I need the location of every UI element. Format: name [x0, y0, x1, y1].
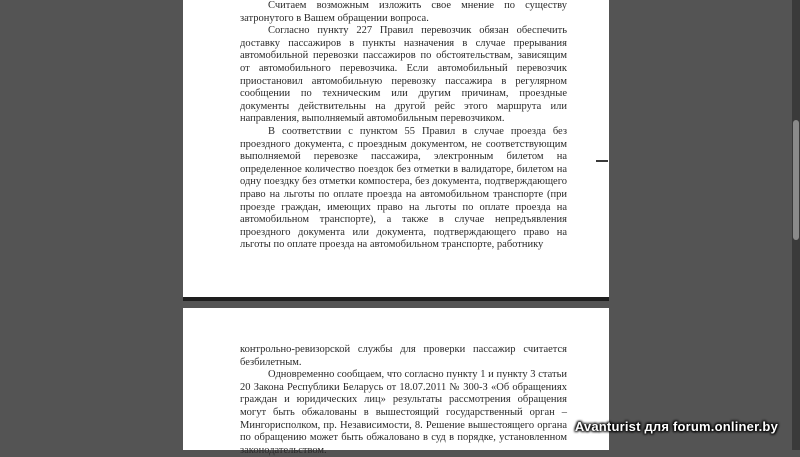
- paragraph-continuation: контрольно-ревизорской службы для проверки пассажир считается безбилетным.: [240, 344, 567, 368]
- paragraph-point-55: В соответствии с пунктом 55 Правил в случае проезда без проездного документа, с проездным документом, не соответствующим выполняемой перевозке пассажира, электронным билетом на определенное количество поездок без отметки в валидаторе, билетом на одну поездку без отметки компостера, без документа, подтверждающего право на льготы по оплате проезда на автомобильном транспорте (при проезде граждан, имеющих право на льготы по оплате проезда на автомобильном транспорте), а также в случае непредъявления проездного документа или документа, подтверждающего право на льготы по оплате проезда на автомобильном транспорте, работнику: [240, 125, 567, 251]
- document-page-2: [183, 308, 609, 456]
- watermark-text: Avanturist для forum.onliner.by: [574, 419, 778, 434]
- page-2-text: [240, 344, 567, 457]
- paragraph-point-227: Согласно пункту 227 Правил перевозчик обязан обеспечить доставку пассажиров в пункты назначения в случае прерывания автомобильной перевозки пассажиров по обстоятельствам, зависящим от автомобильного перевозчика. Если автомобильный перевозчик приостановил автомобильную перевозку пассажира в регулярном сообщении по техническим или другим причинам, проездные документы действительны на другой рейс этого маршрута или направления, выполняемый автомобильным перевозчиком.: [240, 25, 567, 125]
- page-1-text: [240, 0, 567, 252]
- paragraph-appeal-info: Одновременно сообщаем, что согласно пункту 1 и пункту 3 статьи 20 Закона Республики Беларусь от 18.07.2011 № 300-З «Об обращениях граждан и юридических лиц» результаты рассмотрения обращения могут быть обжалованы в вышестоящий государственный орган – Мингорисполком, пр. Независимости, 8. Решение вышестоящего органа по обращению может быть обжаловано в суд в порядке, установленном законодательством.: [240, 369, 567, 456]
- scrollbar-thumb[interactable]: [793, 120, 799, 240]
- paragraph-opinion: Считаем возможным изложить свое мнение по существу затронутого в Вашем обращении вопроса.: [240, 0, 567, 24]
- document-page-1: [183, 0, 609, 297]
- page-separator: [183, 297, 609, 301]
- page-marker-tick: [596, 160, 608, 162]
- vertical-scrollbar[interactable]: [792, 0, 800, 450]
